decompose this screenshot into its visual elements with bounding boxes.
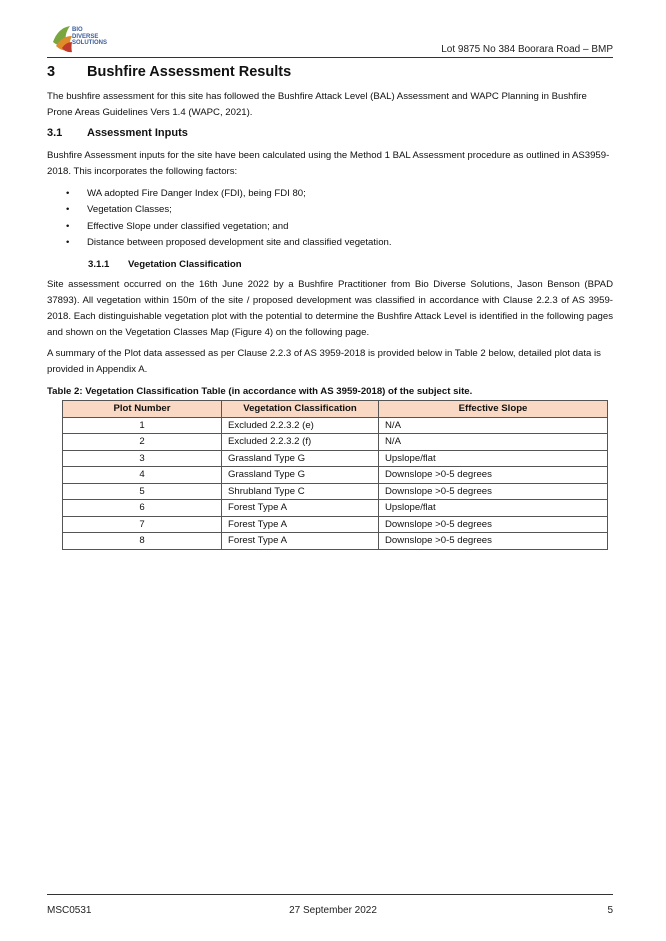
slope-cell: Downslope >0-5 degrees: [379, 483, 608, 500]
summary-paragraph: A summary of the Plot data assessed as per Clause 2.2.3 of AS 3959-2018 is provided below in Table 2 below, detailed plot data is provided in Appendix A.: [47, 348, 601, 375]
section-number: 3: [47, 64, 56, 80]
table-row: [63, 483, 608, 500]
table-row: [63, 516, 608, 533]
subsubsection-number: 3.1.1: [88, 259, 110, 270]
column-header-slope: Effective Slope: [379, 401, 608, 418]
subsection-number: 3.1: [47, 127, 63, 139]
table-row: [63, 417, 608, 434]
classification-cell: Forest Type A: [222, 500, 379, 517]
subsection-title: Assessment Inputs: [87, 127, 188, 139]
table-row: [63, 450, 608, 467]
table-caption: Table 2: Vegetation Classification Table (in accordance with AS 3959-2018) of the subject site.: [47, 386, 473, 397]
section-title: Bushfire Assessment Results: [87, 64, 292, 80]
section-intro: The bushfire assessment for this site has followed the Bushfire Attack Level (BAL) Assessment and WAPC Planning in Bushfire Prone Areas Guidelines Vers 1.4 (WAPC, 2021).: [47, 91, 587, 118]
slope-cell: Downslope >0-5 degrees: [379, 467, 608, 484]
slope-cell: Upslope/flat: [379, 500, 608, 517]
plot-number-cell: 1: [63, 417, 222, 434]
slope-cell: Downslope >0-5 degrees: [379, 533, 608, 550]
section-heading: [47, 64, 291, 80]
classification-cell: Excluded 2.2.3.2 (e): [222, 417, 379, 434]
classification-cell: Forest Type A: [222, 516, 379, 533]
page-number: 5: [607, 905, 613, 916]
plot-number-cell: 5: [63, 483, 222, 500]
slope-cell: N/A: [379, 417, 608, 434]
subsubsection-heading: [88, 259, 242, 270]
vegetation-paragraph: Site assessment occurred on the 16th June 2022 by a Bushfire Practitioner from Bio Diverse Solutions, Jason Benson (BPAD 37893). All vegetation within 150m of the site / proposed development was classified in accordance with Clause 2.2.3 of AS 3959-2018. Each distinguishable vegetation plot with the potential to determine the Bushfire Attack Level is identified in the following pages and shown on the Vegetation Classes Map (Figure 4) on the following page.: [47, 279, 613, 338]
footer-divider: [47, 894, 613, 895]
list-item: • Effective Slope under classified vegetation; and: [47, 219, 392, 235]
list-item: • Distance between proposed development site and classified vegetation.: [47, 235, 392, 251]
subsection-heading: [47, 127, 188, 139]
bullet-icon: •: [66, 237, 70, 249]
plot-number-cell: 2: [63, 434, 222, 451]
plot-number-cell: 7: [63, 516, 222, 533]
slope-cell: Downslope >0-5 degrees: [379, 516, 608, 533]
table-row: [63, 467, 608, 484]
bullet-icon: •: [66, 188, 70, 199]
subsubsection-title: Vegetation Classification: [128, 259, 242, 270]
plot-number-cell: 3: [63, 450, 222, 467]
bullet-icon: •: [66, 220, 70, 232]
factors-list: [47, 186, 392, 252]
vegetation-table: [62, 400, 608, 550]
subsection-intro: Bushfire Assessment inputs for the site have been calculated using the Method 1 BAL Assessment procedure as outlined in AS3959-2018. This incorporates the following factors:: [47, 150, 610, 177]
column-header-classification: Vegetation Classification: [222, 401, 379, 418]
table-header-row: [63, 401, 608, 418]
plot-number-cell: 8: [63, 533, 222, 550]
bullet-icon: •: [66, 204, 70, 216]
slope-cell: N/A: [379, 434, 608, 451]
column-header-plot: Plot Number: [63, 401, 222, 418]
header-divider: [47, 57, 613, 58]
table-row: [63, 434, 608, 451]
list-item: • WA adopted Fire Danger Index (FDI), being FDI 80;: [47, 186, 392, 202]
footer-date: 27 September 2022: [289, 905, 377, 916]
classification-cell: Forest Type A: [222, 533, 379, 550]
table-row: [63, 533, 608, 550]
table-row: [63, 500, 608, 517]
header-reference: Lot 9875 No 384 Boorara Road – BMP: [441, 44, 613, 55]
footer-doc-code: MSC0531: [47, 905, 92, 916]
list-item: • Vegetation Classes;: [47, 202, 392, 218]
logo-wordmark: BIO DIVERSE SOLUTIONS: [72, 27, 108, 46]
slope-cell: Upslope/flat: [379, 450, 608, 467]
classification-cell: Shrubland Type C: [222, 483, 379, 500]
classification-cell: Excluded 2.2.3.2 (f): [222, 434, 379, 451]
classification-cell: Grassland Type G: [222, 450, 379, 467]
plot-number-cell: 4: [63, 467, 222, 484]
plot-number-cell: 6: [63, 500, 222, 517]
classification-cell: Grassland Type G: [222, 467, 379, 484]
